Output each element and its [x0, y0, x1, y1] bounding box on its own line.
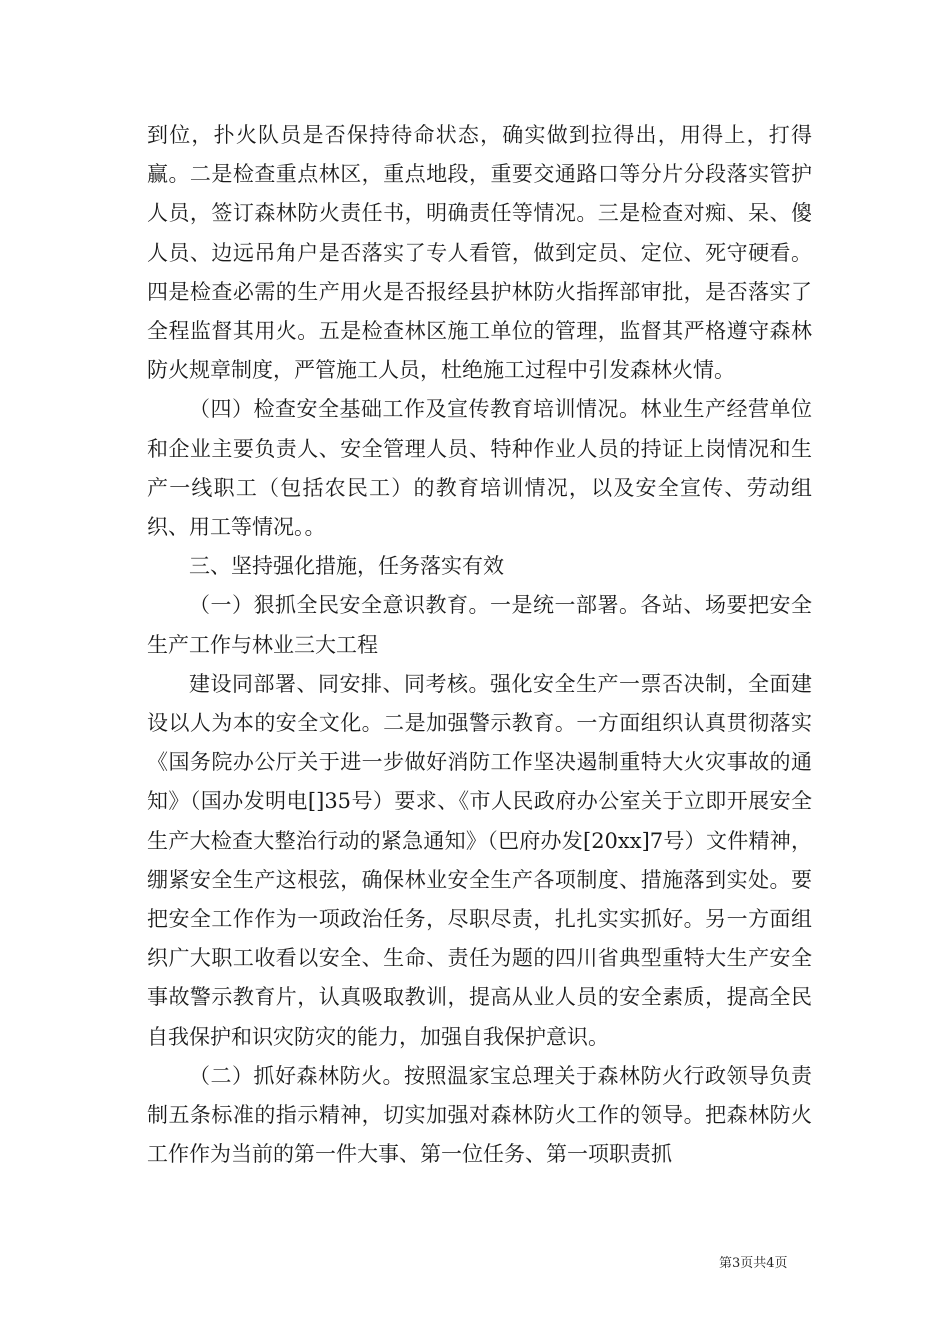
paragraph-item-one: （一）狠抓全民安全意识教育。一是统一部署。各站、场要把安全生产工作与林业三大工程 — [147, 593, 812, 657]
paragraph-item-one-continued: 建设同部署、同安排、同考核。强化安全生产一票否决制，全面建设以人为本的安全文化。二是加强警示教育。一方面组织认真贯彻落实《国务院办公厅关于进一步做好消防工作坚决遏制重特大火灾事故的通知》（国办发明电[]35号）要求、《市人民政府办公室关于立即开展安全生产大检查大整治行动的紧急通知》（巴府办发[20xx]7号）文件精神，绷紧安全生产这根弦，确保林业安全生产各项制度、措施落到实处。要把安全工作作为一项政治任务，尽职尽责，扎扎实实抓好。另一方面组织广大职工收看以安全、生命、责任为题的四川省典型重特大生产安全事故警示教育片，认真吸取教训，提高从业人员的安全素质，提高全民自我保护和识灾防灾的能力，加强自我保护意识。 — [147, 671, 812, 1049]
paragraph-section-four: （四）检查安全基础工作及宣传教育培训情况。林业生产经营单位和企业主要负责人、安全管理人员、特种作业人员的持证上岗情况和生产一线职工（包括农民工）的教育培训情况，以及安全宣传、劳动组织、用工等情况。。 — [147, 397, 812, 540]
paragraph-continuation: 到位，扑火队员是否保持待命状态，确实做到拉得出，用得上，打得赢。二是检查重点林区，重点地段，重要交通路口等分片分段落实管护人员，签订森林防火责任书，明确责任等情况。三是检查对痴、呆、傻人员、边远吊角户是否落实了专人看管，做到定员、定位、死守硬看。四是检查必需的生产用火是否报经县护林防火指挥部审批，是否落实了全程监督其用火。五是检查林区施工单位的管理，监督其严格遵守森林防火规章制度，严管施工人员，杜绝施工过程中引发森林火情。 — [147, 123, 812, 383]
section-heading-three: 三、坚持强化措施，任务落实有效 — [189, 554, 504, 579]
document-body — [147, 116, 812, 1174]
page-number-footer: 第3页共4页 — [719, 1256, 788, 1271]
paragraph-item-two: （二）抓好森林防火。按照温家宝总理关于森林防火行政领导负责制五条标准的指示精神，切实加强对森林防火工作的领导。把森林防火工作作为当前的第一件大事、第一位任务、第一项职责抓 — [147, 1063, 812, 1167]
